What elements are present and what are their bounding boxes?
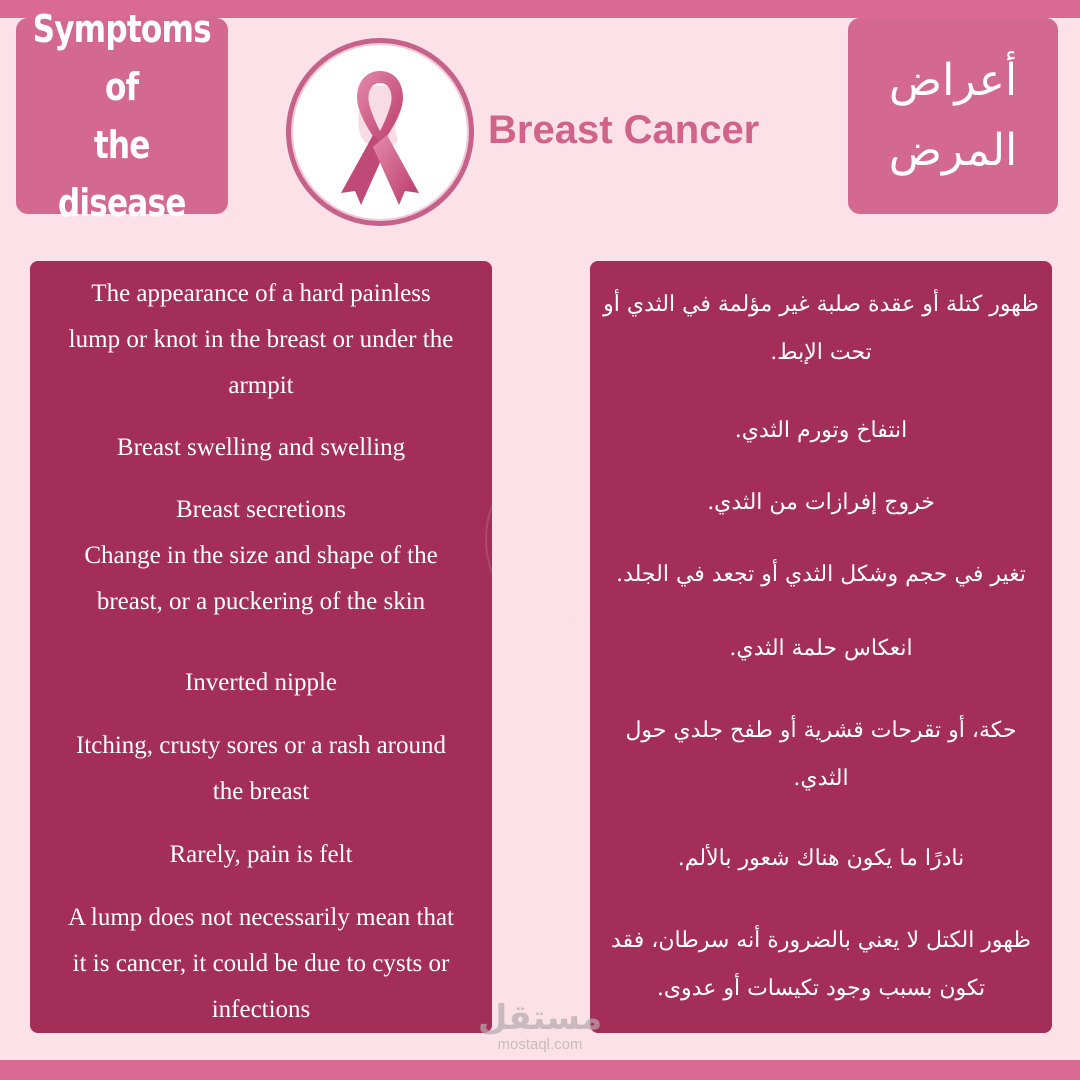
symptom-ar-secretions <box>600 479 1042 527</box>
symptom-ar-swelling <box>600 407 1042 455</box>
symptom-en-lump <box>40 271 482 409</box>
text-line: انتفاخ وتورم الثدي. <box>734 418 908 443</box>
text-line: الثدي. <box>793 766 849 791</box>
symptom-en-swelling <box>40 425 482 471</box>
symptom-ar-pain <box>600 835 1042 883</box>
text-line: تغير في حجم وشكل الثدي أو تجعد في الجلد. <box>616 562 1026 587</box>
symptom-ar-shape-change <box>600 551 1042 599</box>
english-symptoms-panel <box>30 261 492 1033</box>
symptom-en-inverted-nipple <box>40 660 482 706</box>
text-line: نادرًا ما يكون هناك شعور بالألم. <box>677 846 965 871</box>
text-line: the breast <box>212 778 310 805</box>
text-line: Breast secretions <box>175 496 347 523</box>
text-line: armpit <box>228 372 294 399</box>
text-line: Inverted nipple <box>184 669 338 696</box>
symptom-en-shape-change <box>40 533 482 625</box>
symptom-en-itching <box>40 723 482 815</box>
bottom-border-bar <box>0 1060 1080 1080</box>
text-line: Rarely, pain is felt <box>169 841 353 868</box>
symptom-ar-inverted-nipple <box>600 625 1042 673</box>
pink-ribbon-logo <box>286 38 474 226</box>
symptom-en-pain <box>40 832 482 878</box>
text-line: خروج إفرازات من الثدي. <box>707 490 935 515</box>
english-heading-badge <box>16 7 228 225</box>
arabic-heading-badge <box>848 18 1058 214</box>
watermark-arabic: مستقل <box>477 998 603 1038</box>
text-line: حكة، أو تقرحات قشرية أو طفح جلدي حول <box>625 718 1017 743</box>
symptom-en-lump-note <box>40 895 482 1033</box>
text-line: Change in the size and shape of the <box>84 542 438 569</box>
symptom-en-secretions <box>40 487 482 533</box>
symptom-ar-lump-note <box>600 917 1042 1013</box>
text-line: ظهور الكتل لا يعني بالضرورة أنه سرطان، فقد <box>611 928 1031 953</box>
text-line: The appearance of a hard painless <box>91 280 431 307</box>
page-title: Breast Cancer <box>488 108 760 152</box>
text-line: انعكاس حلمة الثدي. <box>729 636 913 661</box>
arabic-heading-line-1: أعراض <box>888 55 1018 106</box>
text-line: it is cancer, it could be due to cysts or <box>72 950 450 977</box>
text-line: lump or knot in the breast or under the <box>68 326 454 353</box>
mostaql-watermark <box>470 1000 610 1054</box>
text-line: ظهور كتلة أو عقدة صلبة غير مؤلمة في الثدي أو <box>603 292 1039 317</box>
arabic-heading-line-2: المرض <box>888 125 1018 176</box>
watermark-latin: mostaql.com <box>497 1036 583 1053</box>
arabic-symptoms-panel <box>590 261 1052 1033</box>
text-line: تحت الإبط. <box>770 340 872 365</box>
symptom-ar-itching <box>600 707 1042 803</box>
text-line: Breast swelling and swelling <box>116 434 406 461</box>
text-line: A lump does not necessarily mean that <box>67 904 455 931</box>
symptom-ar-lump <box>600 281 1042 377</box>
text-line: infections <box>211 996 311 1023</box>
english-heading-line-2: the disease <box>58 123 186 225</box>
text-line: تكون بسبب وجود تكيسات أو عدوى. <box>656 976 986 1001</box>
text-line: Itching, crusty sores or a rash around <box>75 732 447 759</box>
pink-ribbon-icon <box>291 43 469 221</box>
text-line: breast, or a puckering of the skin <box>96 588 426 615</box>
english-heading-line-1: Symptoms of <box>32 7 212 109</box>
